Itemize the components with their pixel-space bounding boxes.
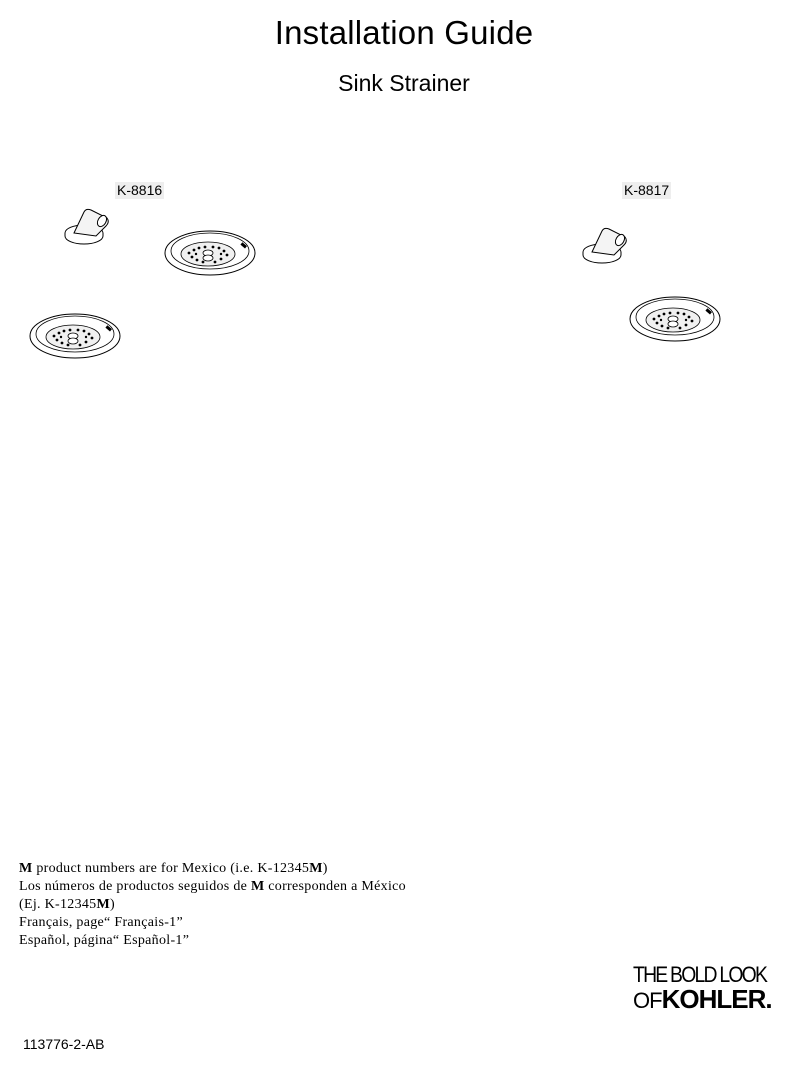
note-line-mexico-en — [19, 860, 406, 878]
note-line-example — [19, 896, 406, 914]
product-notes — [19, 860, 406, 950]
model-label-k8817: K-8817 — [624, 182, 670, 198]
note-text: (Ej. K-12345 — [19, 897, 97, 912]
stopper-knob-icon — [578, 225, 638, 267]
document-number: 113776-2-AB — [23, 1036, 105, 1052]
logo-brand-line — [633, 984, 772, 1015]
note-text: ) — [322, 861, 328, 876]
note-bold-m: M — [250, 879, 265, 894]
note-bold-m: M — [96, 897, 110, 912]
logo-brand: KOHLER. — [661, 984, 772, 1014]
note-bold-m: M — [19, 861, 33, 876]
strainer-basket-icon — [628, 292, 723, 344]
strainer-basket-icon — [163, 226, 258, 278]
note-bold-m: M — [309, 861, 323, 876]
logo-tagline: THE BOLD LOOK — [633, 962, 767, 987]
stopper-knob-icon — [60, 206, 120, 248]
page-title: Installation Guide — [274, 14, 534, 51]
note-text: Los números de productos seguidos de — [19, 879, 251, 894]
page-subtitle: Sink Strainer — [338, 70, 470, 96]
note-line-mexico-es — [19, 878, 406, 896]
note-line-spanish: Español, página“ Español-1” — [19, 933, 190, 948]
model-label-k8816: K-8816 — [117, 182, 163, 198]
note-text: ) — [110, 897, 115, 912]
strainer-basket-icon — [28, 309, 123, 361]
note-text: corresponden a México — [264, 879, 406, 894]
note-text: product numbers are for Mexico (i.e. K-12345 — [32, 861, 310, 876]
logo-of: OF — [633, 988, 662, 1013]
note-line-french: Français, page“ Français-1” — [19, 915, 183, 930]
kohler-logo — [633, 962, 785, 1022]
